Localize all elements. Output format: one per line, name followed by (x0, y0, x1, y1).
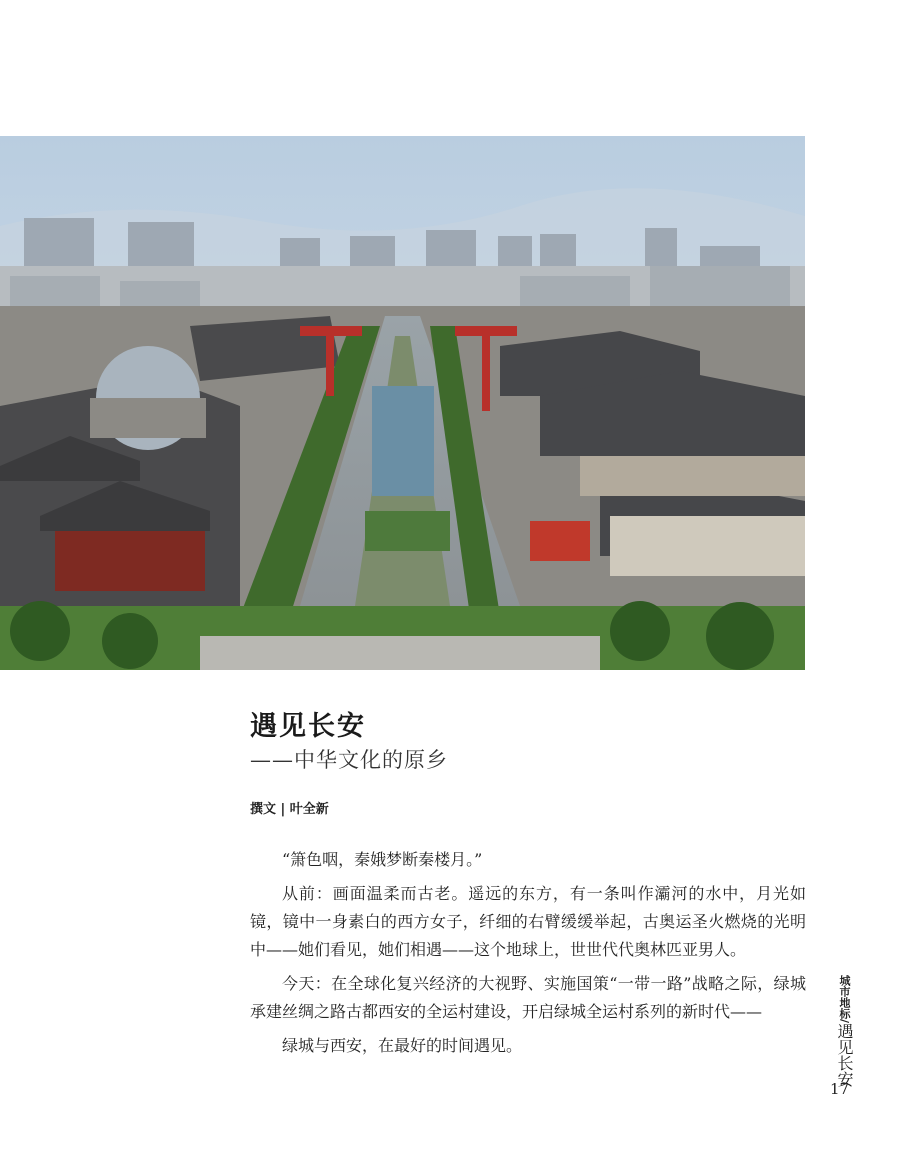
sidebar-title: 遇见长安 (835, 1023, 854, 1088)
article-body (250, 846, 806, 1066)
paragraph-quote: “箫色咽，秦娥梦断秦楼月。” (282, 850, 483, 869)
sidebar-separator: / (838, 1019, 851, 1024)
article-title: 遇见长安 (250, 711, 366, 742)
paragraph-today: 今天：在全球化复兴经济的大视野、实施国策“一带一路”战略之际，绿城承建丝绸之路古都西安的全运村建设，开启绿城全运村系列的新时代—— (250, 974, 806, 1021)
city-avenue-photo (0, 136, 805, 670)
paragraph-past: 从前：画面温柔而古老。遥远的东方，有一条叫作灞河的水中，月光如镜，镜中一身素白的西方女子，纤细的右臂缓缓举起，古奥运圣火燃烧的光明中——她们看见，她们相遇——这个地球上，世世代代奥林匹亚男人。 (250, 884, 806, 959)
page-number: 17 (830, 1080, 850, 1098)
article-byline: 撰文 | 叶全新 (250, 802, 329, 817)
sidebar-section: 城市地标 (838, 975, 851, 1019)
paragraph-closing: 绿城与西安，在最好的时间遇见。 (282, 1036, 523, 1055)
article-subtitle: ——中华文化的原乡 (250, 748, 448, 772)
section-sidebar (834, 975, 854, 1087)
